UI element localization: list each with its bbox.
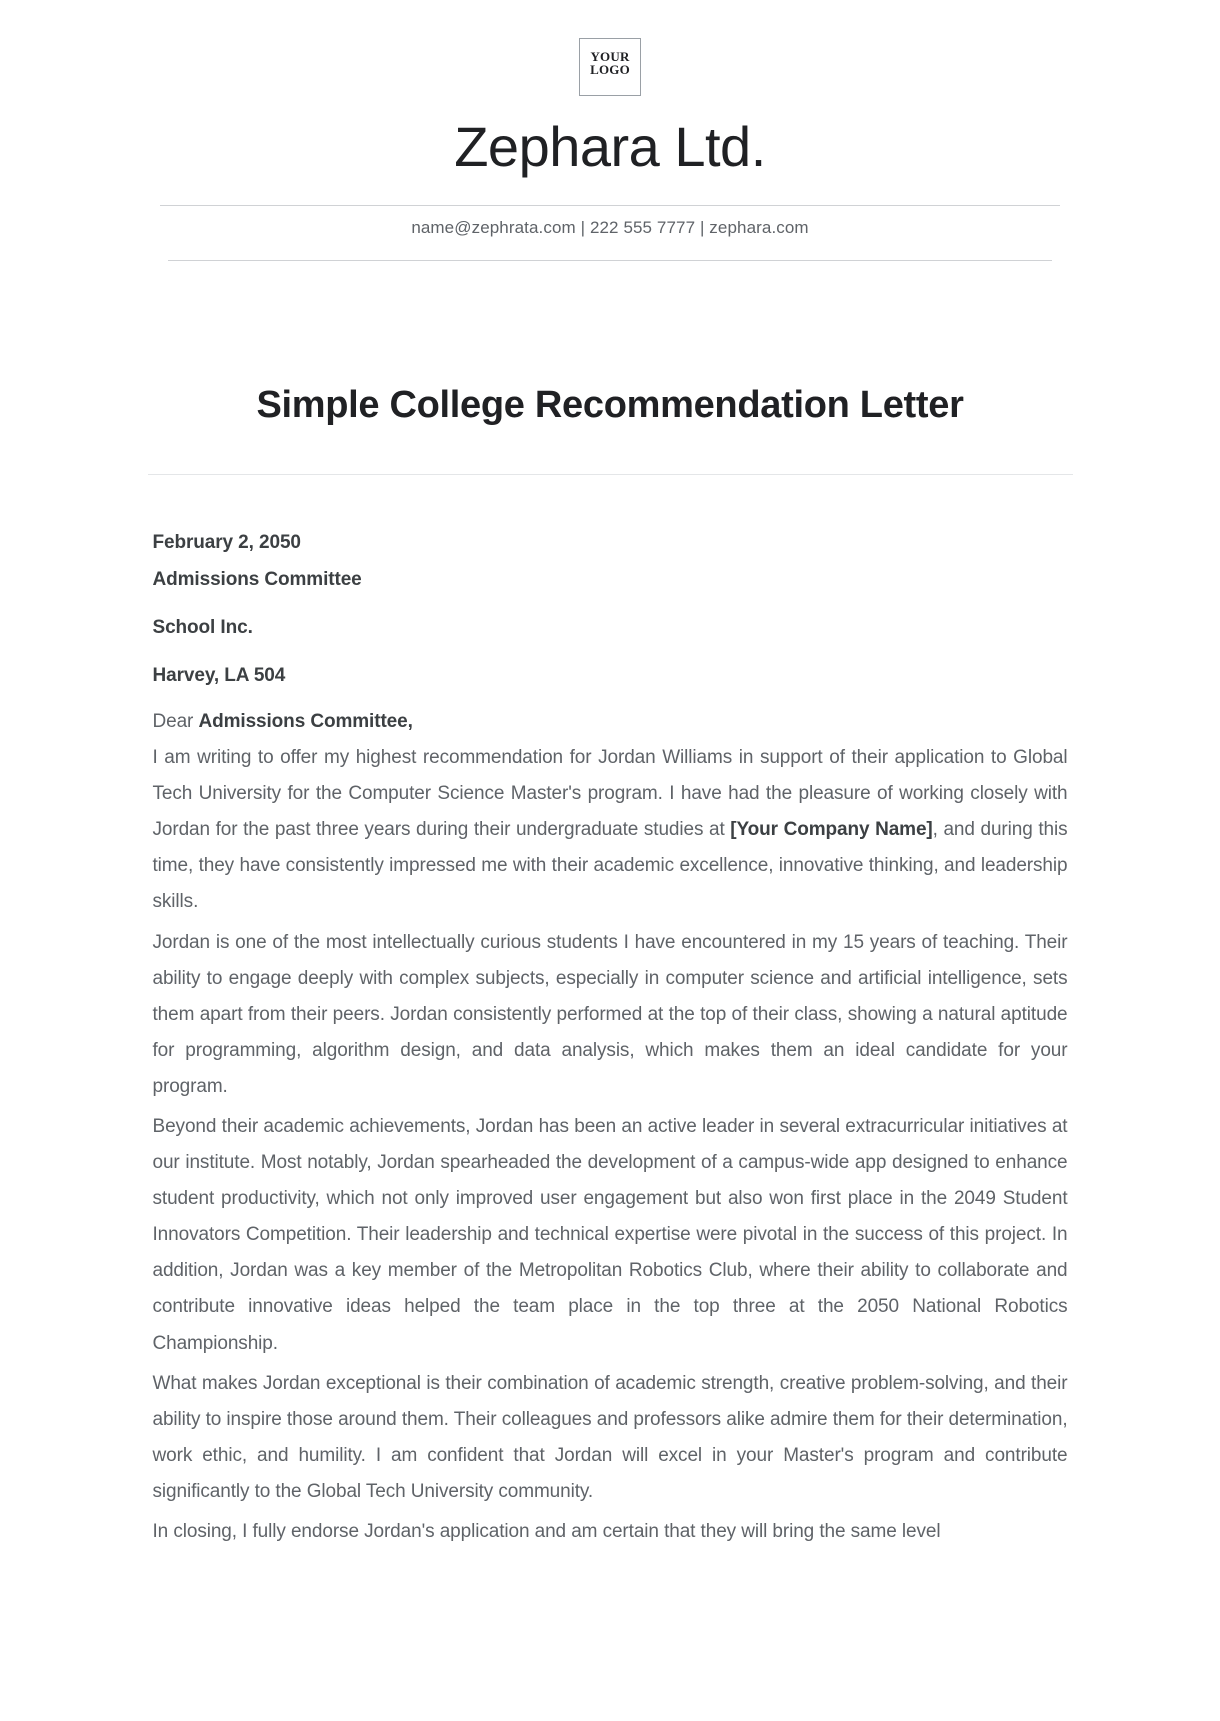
- letter-paragraph-p5: [153, 1514, 1068, 1550]
- recipient-address: Harvey, LA 504: [152, 664, 286, 686]
- salutation: [153, 703, 1068, 740]
- letter-paragraph-p3: [153, 1109, 1068, 1362]
- paragraph-text: , and during this time, they have consistently impressed me with their academic excellence, innovative thinking, and leadership skills.: [152, 819, 1068, 913]
- letter-date: February 2, 2050: [152, 531, 301, 553]
- recipient-name: Admissions Committee: [152, 568, 362, 590]
- letterhead: [0, 0, 1220, 261]
- paragraph-text: In closing, I fully endorse Jordan's application and am certain that they will bring the same level: [152, 1521, 941, 1542]
- paragraph-text: Jordan is one of the most intellectually curious students I have encountered in my 15 years of teaching. Their ability to engage deeply with complex subjects, especially in computer science and artificial intelligence, sets them apart from their peers. Jordan consistently performed at the top of their class, showing a natural aptitude for programming, algorithm design, and data analysis, which makes them an ideal candidate for your program.: [152, 931, 1068, 1097]
- page-title: Simple College Recommendation Letter: [256, 383, 964, 426]
- logo-line-1: YOUR: [590, 49, 630, 64]
- paragraph-text: I am writing to offer my highest recommendation for Jordan Williams in support of their application to Global Tech University for the Computer Science Master's program. I have had the pleasure of working closely with Jordan for the past three years during their undergraduate studies at: [152, 747, 1068, 841]
- contact-details: name@zephrata.com | 222 555 7777 | zephara.com: [411, 217, 809, 237]
- paragraph-text: What makes Jordan exceptional is their combination of academic strength, creative problem-solving, and their ability to inspire those around them. Their colleagues and professors alike admire them for their determination, work ethic, and humility. I am confident that Jordan will excel in your Master's program and contribute significantly to the Global Tech University community.: [152, 1372, 1068, 1502]
- company-name: Zephara Ltd.: [454, 115, 766, 178]
- letter-body: [153, 475, 1068, 1550]
- letter-paragraph-p2: [153, 925, 1068, 1105]
- logo-line-2: LOGO: [590, 62, 630, 78]
- salutation-prefix: Dear: [152, 710, 199, 732]
- logo-placeholder: [579, 38, 641, 96]
- letterhead-rule-bottom: [168, 260, 1052, 261]
- letter-paragraph-p4: [153, 1366, 1068, 1510]
- salutation-recipient: Admissions Committee,: [198, 710, 413, 732]
- paragraph-text: Beyond their academic achievements, Jordan has been an active leader in several extracurricular initiatives at our institute. Most notably, Jordan spearheaded the development of a campus-wide app designed to enhance student productivity, which not only improved user engagement but also won first place in the 2049 Student Innovators Competition. Their leadership and technical expertise were pivotal in the success of this project. In addition, Jordan was a key member of the Metropolitan Robotics Club, where their ability to collaborate and contribute innovative ideas helped the team place in the top three at the 2050 National Robotics Championship.: [152, 1115, 1068, 1354]
- inline-placeholder: [Your Company Name]: [730, 819, 933, 841]
- recipient-organization: School Inc.: [152, 616, 253, 638]
- letter-paragraph-p1: [153, 740, 1068, 920]
- letter-paragraphs: [153, 740, 1068, 1550]
